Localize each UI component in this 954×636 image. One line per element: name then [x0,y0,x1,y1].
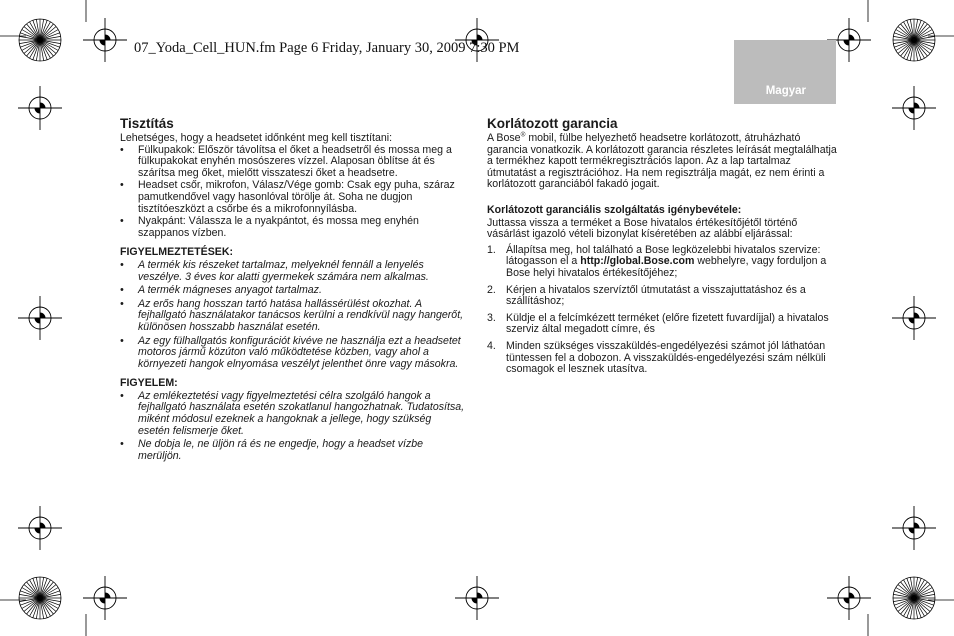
warranty-intro-text: mobil, fülbe helyezhető headsetre korlátozott, átruházható garancia vonatkozik. A korlátozott garancia részletes leírását megtalálhatja a termékhez kapott termékregisztrációs lapon. Az a lap tartalmaz útmutatást a regisztrációhoz. Ha nem regisztrálja magát, ez nem érinti a korlátozott garanciából fakadó jogait. [487,132,837,191]
warnings-list [120,260,465,370]
caution-heading: FIGYELEM: [120,377,178,390]
service-heading: Korlátozott garanciális szolgáltatás igénybevétele: [487,203,742,216]
cleaning-heading: Tisztítás [120,116,174,131]
step-number: 2. [487,283,496,296]
list-item: • Headset csőr, mikrofon, Válasz/Vége gomb: Csak egy puha, száraz pamutkendővel vagy hasonlóval törölje át. Soha ne dugjon tisztítóeszközt a csőrbe és a mikrofonnyílásba. [120,180,465,215]
list-item: • Az emlékeztetési vagy figyelmeztetési célra szolgáló hangok a fejhallgató használata esetén szokatlanul hangozhatnak. Tudatosítsa, miként módosul ezeknek a hangoknak a jellege, hogy szükség esetén felismerje őket. [120,391,465,437]
registered-mark: ® [520,131,526,139]
caution-list [120,391,465,463]
language-tab [734,40,836,104]
warnings-heading: FIGYELMEZTETÉSEK: [120,246,234,259]
service-intro: Juttassa vissza a terméket a Bose hivatalos értékesítőjétől történő vásárlást igazoló vételi bizonylat kíséretében az alábbi eljárással: [487,216,798,241]
warranty-intro [487,133,837,191]
cleaning-section [120,116,465,464]
list-item [487,313,837,336]
list-item: • Fülkupakok: Először távolítsa el őket a headsetről és mossa meg a fülkupakokat enyhén mosószeres vízzel. Alaposan öblítse át és szárítsa meg őket, mielőtt visszateszi őket a headsetre. [120,145,465,180]
list-item: • Ne dobja le, ne üljön rá és ne engedje, hogy a headset vízbe merüljön. [120,439,465,462]
step-number: 4. [487,339,496,352]
list-item [487,285,837,308]
language-tab-label: Magyar [765,85,806,97]
bose-website-link[interactable]: http://global.Bose.com [580,255,695,268]
service-steps [487,245,837,376]
list-item: • A termék kis részeket tartalmaz, melyeknél fennáll a lenyelés veszélye. 3 éves kor alatti gyermekek számára nem alkalmas. [120,260,465,283]
list-item: • Nyakpánt: Válassza le a nyakpántot, és mossa meg enyhén szappanos vízben. [120,216,465,239]
brand-name: A Bose [487,132,521,144]
step-text: Kérjen a hivatalos szervíztől útmutatást a visszajuttatáshoz és a szállításhoz; [506,283,806,308]
step-text: Állapítsa meg, hol található a Bose legközelebbi hivatalos szervize: látogasson el a [506,243,821,268]
cleaning-intro: Lehetséges, hogy a headsetet időnként meg kell tisztítani: [120,132,393,144]
step-number: 1. [487,243,496,256]
step-number: 3. [487,311,496,324]
warranty-section [487,116,837,381]
list-item: • Az egy fülhallgatós konfigurációt kivéve ne használja ezt a headsetet motoros jármű közúton való működtetése közben, vagy ahol a környezeti hangok elnyomása veszélyt jelenthet önre vagy másokra. [120,336,465,371]
list-item [487,245,837,280]
step-text: Minden szükséges visszaküldés-engedélyezési számot jól láthatóan tüntessen fel a dobozon. A visszaküldés-engedélyezési szám nélküli csomagok el lesznek utasítva. [506,339,826,376]
cleaning-list [120,145,465,240]
warranty-heading: Korlátozott garancia [487,116,618,131]
list-item: • A termék mágneses anyagot tartalmaz. [120,285,465,297]
file-slug-header: 07_Yoda_Cell_HUN.fm Page 6 Friday, January 30, 2009 7:30 PM [134,40,520,56]
list-item: • Az erős hang hosszan tartó hatása hallássérülést okozhat. A fejhallgató használatakor tanácsos kerülni a rendkívül nagy hangerőt, különösen hosszabb használat esetén. [120,299,465,334]
step-text: Küldje el a felcímkézett terméket (előre fizetett fuvardíjjal) a hivatalos szerviz által megadott címre, és [506,311,829,336]
list-item [487,341,837,376]
step-text: webhelyre, vagy forduljon a Bose helyi hivatalos értékesítőjéhez; [506,255,827,279]
